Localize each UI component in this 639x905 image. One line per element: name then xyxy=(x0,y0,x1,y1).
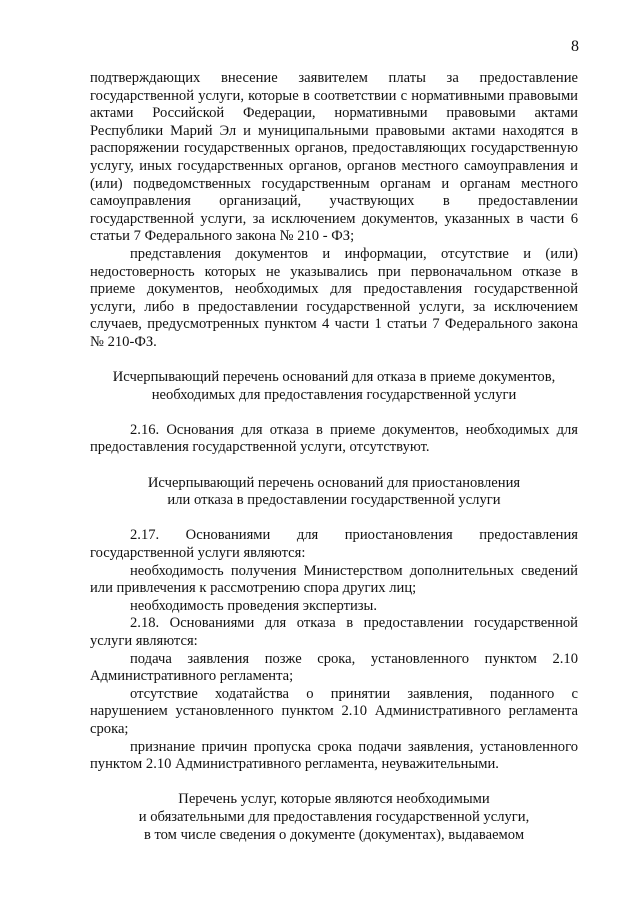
page-number: 8 xyxy=(571,38,579,55)
heading-line: Перечень услуг, которые являются необходимыми xyxy=(178,791,490,808)
paragraph: отсутствие ходатайства о принятии заявления, поданного с нарушением установленного пунктом 2.10 Административного регламента срока; xyxy=(90,685,578,737)
section-heading xyxy=(90,475,578,510)
heading-line: Исчерпывающий перечень оснований для приостановления xyxy=(147,474,521,491)
section-heading xyxy=(90,369,578,404)
paragraph: 2.17. Основаниями для приостановления предоставления государственной услуги являются: xyxy=(90,527,578,562)
document-body xyxy=(90,70,578,844)
paragraph: необходимость проведения экспертизы. xyxy=(130,597,378,614)
section-heading xyxy=(90,791,578,844)
paragraph: представления документов и информации, отсутствие и (или) недостоверность которых не указывались при первоначальном отказе в приеме документов, необходимых для предоставления государственной услуги, либо в предоставлении государственной услуги, за исключением случаев, предусмотренных пунктом 4 части 1 статьи 7 Федерального закона № 210-ФЗ. xyxy=(90,245,578,350)
paragraph: 2.16. Основания для отказа в приеме документов, необходимых для предоставления государственной услуги, отсутствуют. xyxy=(90,421,578,456)
heading-line: необходимых для предоставления государственной услуги xyxy=(151,386,517,403)
heading-line: и обязательными для предоставления государственной услуги, xyxy=(138,808,530,825)
paragraph: необходимость получения Министерством дополнительных сведений или привлечения к рассмотрению спора других лиц; xyxy=(90,562,578,597)
heading-line: или отказа в предоставлении государственной услуги xyxy=(167,492,501,509)
heading-line: Исчерпывающий перечень оснований для отказа в приеме документов, xyxy=(112,369,556,386)
heading-line: в том числе сведения о документе (документах), выдаваемом xyxy=(143,826,525,843)
paragraph: 2.18. Основаниями для отказа в предоставлении государственной услуги являются: xyxy=(90,615,578,649)
paragraph: признание причин пропуска срока подачи заявления, установленного пунктом 2.10 Административного регламента, неуважительными. xyxy=(90,738,578,773)
paragraph: подтверждающих внесение заявителем платы за предоставление государственной услуги, которые в соответствии с нормативными правовыми актами Российской Федерации, нормативными правовыми актами Республики Марий Эл и муниципальными правовыми актами находятся в распоряжении государственных органов, предоставляющих государственную услугу, иных государственных органов, органов местного самоуправления и (или) подведомственных государственным органам и органам местного самоуправления организаций, участвующих в предоставлении государственной услуги, за исключением документов, указанных в части 6 статьи 7 Федерального закона № 210 - ФЗ; xyxy=(90,70,578,245)
paragraph: подача заявления позже срока, установленного пунктом 2.10 Административного регламента; xyxy=(90,650,578,685)
